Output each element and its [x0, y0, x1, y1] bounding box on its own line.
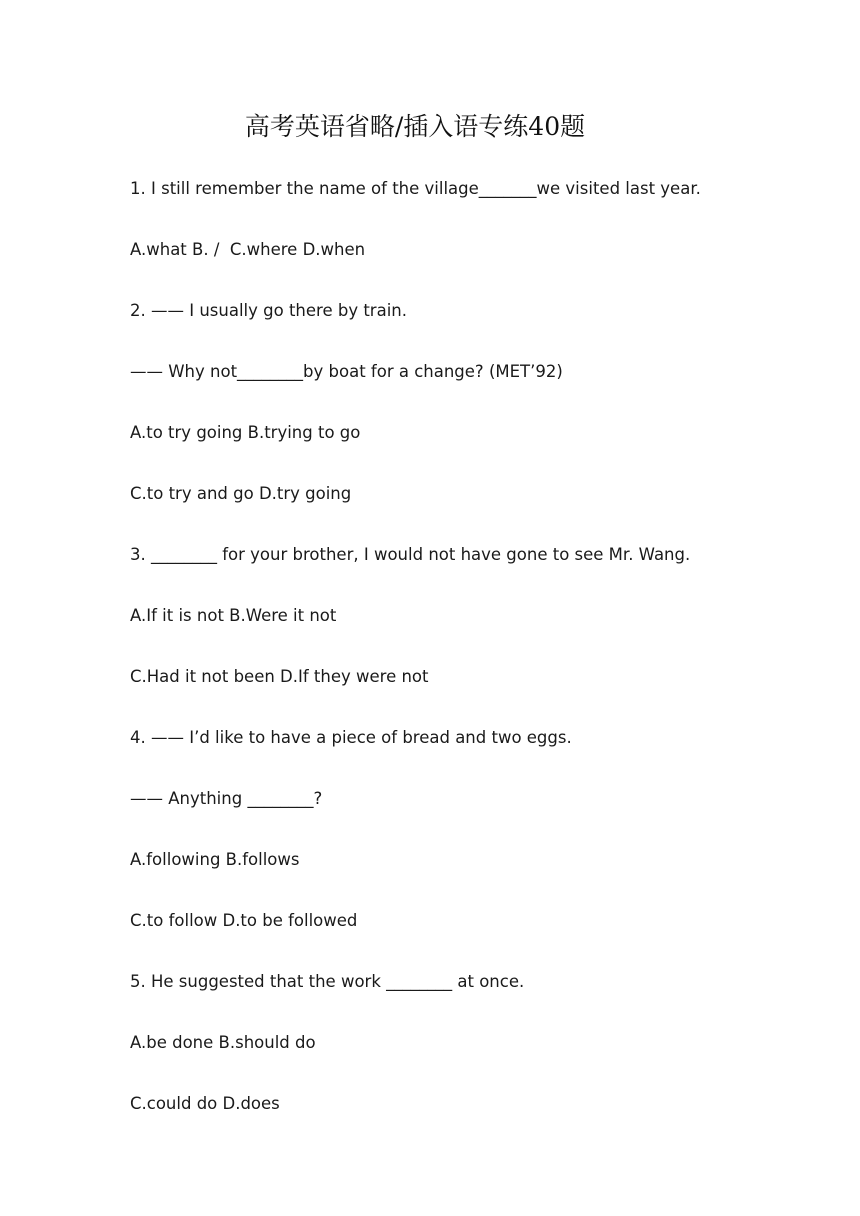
- question-4-reply: —— Anything ________?: [130, 789, 323, 808]
- question-2-options-cd: C.to try and go D.try going: [130, 484, 352, 503]
- question-1-stem: 1. I still remember the name of the village_______we visited last year.: [130, 179, 701, 198]
- question-5-stem: 5. He suggested that the work ________ at once.: [130, 972, 525, 991]
- question-3-stem: 3. ________ for your brother, I would not have gone to see Mr. Wang.: [130, 545, 691, 564]
- question-3-options-ab: A.If it is not B.Were it not: [130, 606, 337, 625]
- question-2-options-ab: A.to try going B.trying to go: [130, 423, 361, 442]
- question-3-options-cd: C.Had it not been D.If they were not: [130, 667, 429, 686]
- document-title: 高考英语省略/插入语专练40题: [244, 112, 586, 141]
- question-5-options-cd: C.could do D.does: [130, 1094, 280, 1113]
- question-4-options-ab: A.following B.follows: [130, 850, 300, 869]
- question-4-options-cd: C.to follow D.to be followed: [130, 911, 358, 930]
- question-2-reply: —— Why not________by boat for a change? (MET’92): [130, 362, 563, 381]
- question-list: [130, 175, 830, 1151]
- question-5-options-ab: A.be done B.should do: [130, 1033, 316, 1052]
- question-2-stem: 2. —— I usually go there by train.: [130, 301, 407, 320]
- question-1-options: A.what B. / C.where D.when: [130, 240, 366, 259]
- question-4-stem: 4. —— I’d like to have a piece of bread and two eggs.: [130, 728, 572, 747]
